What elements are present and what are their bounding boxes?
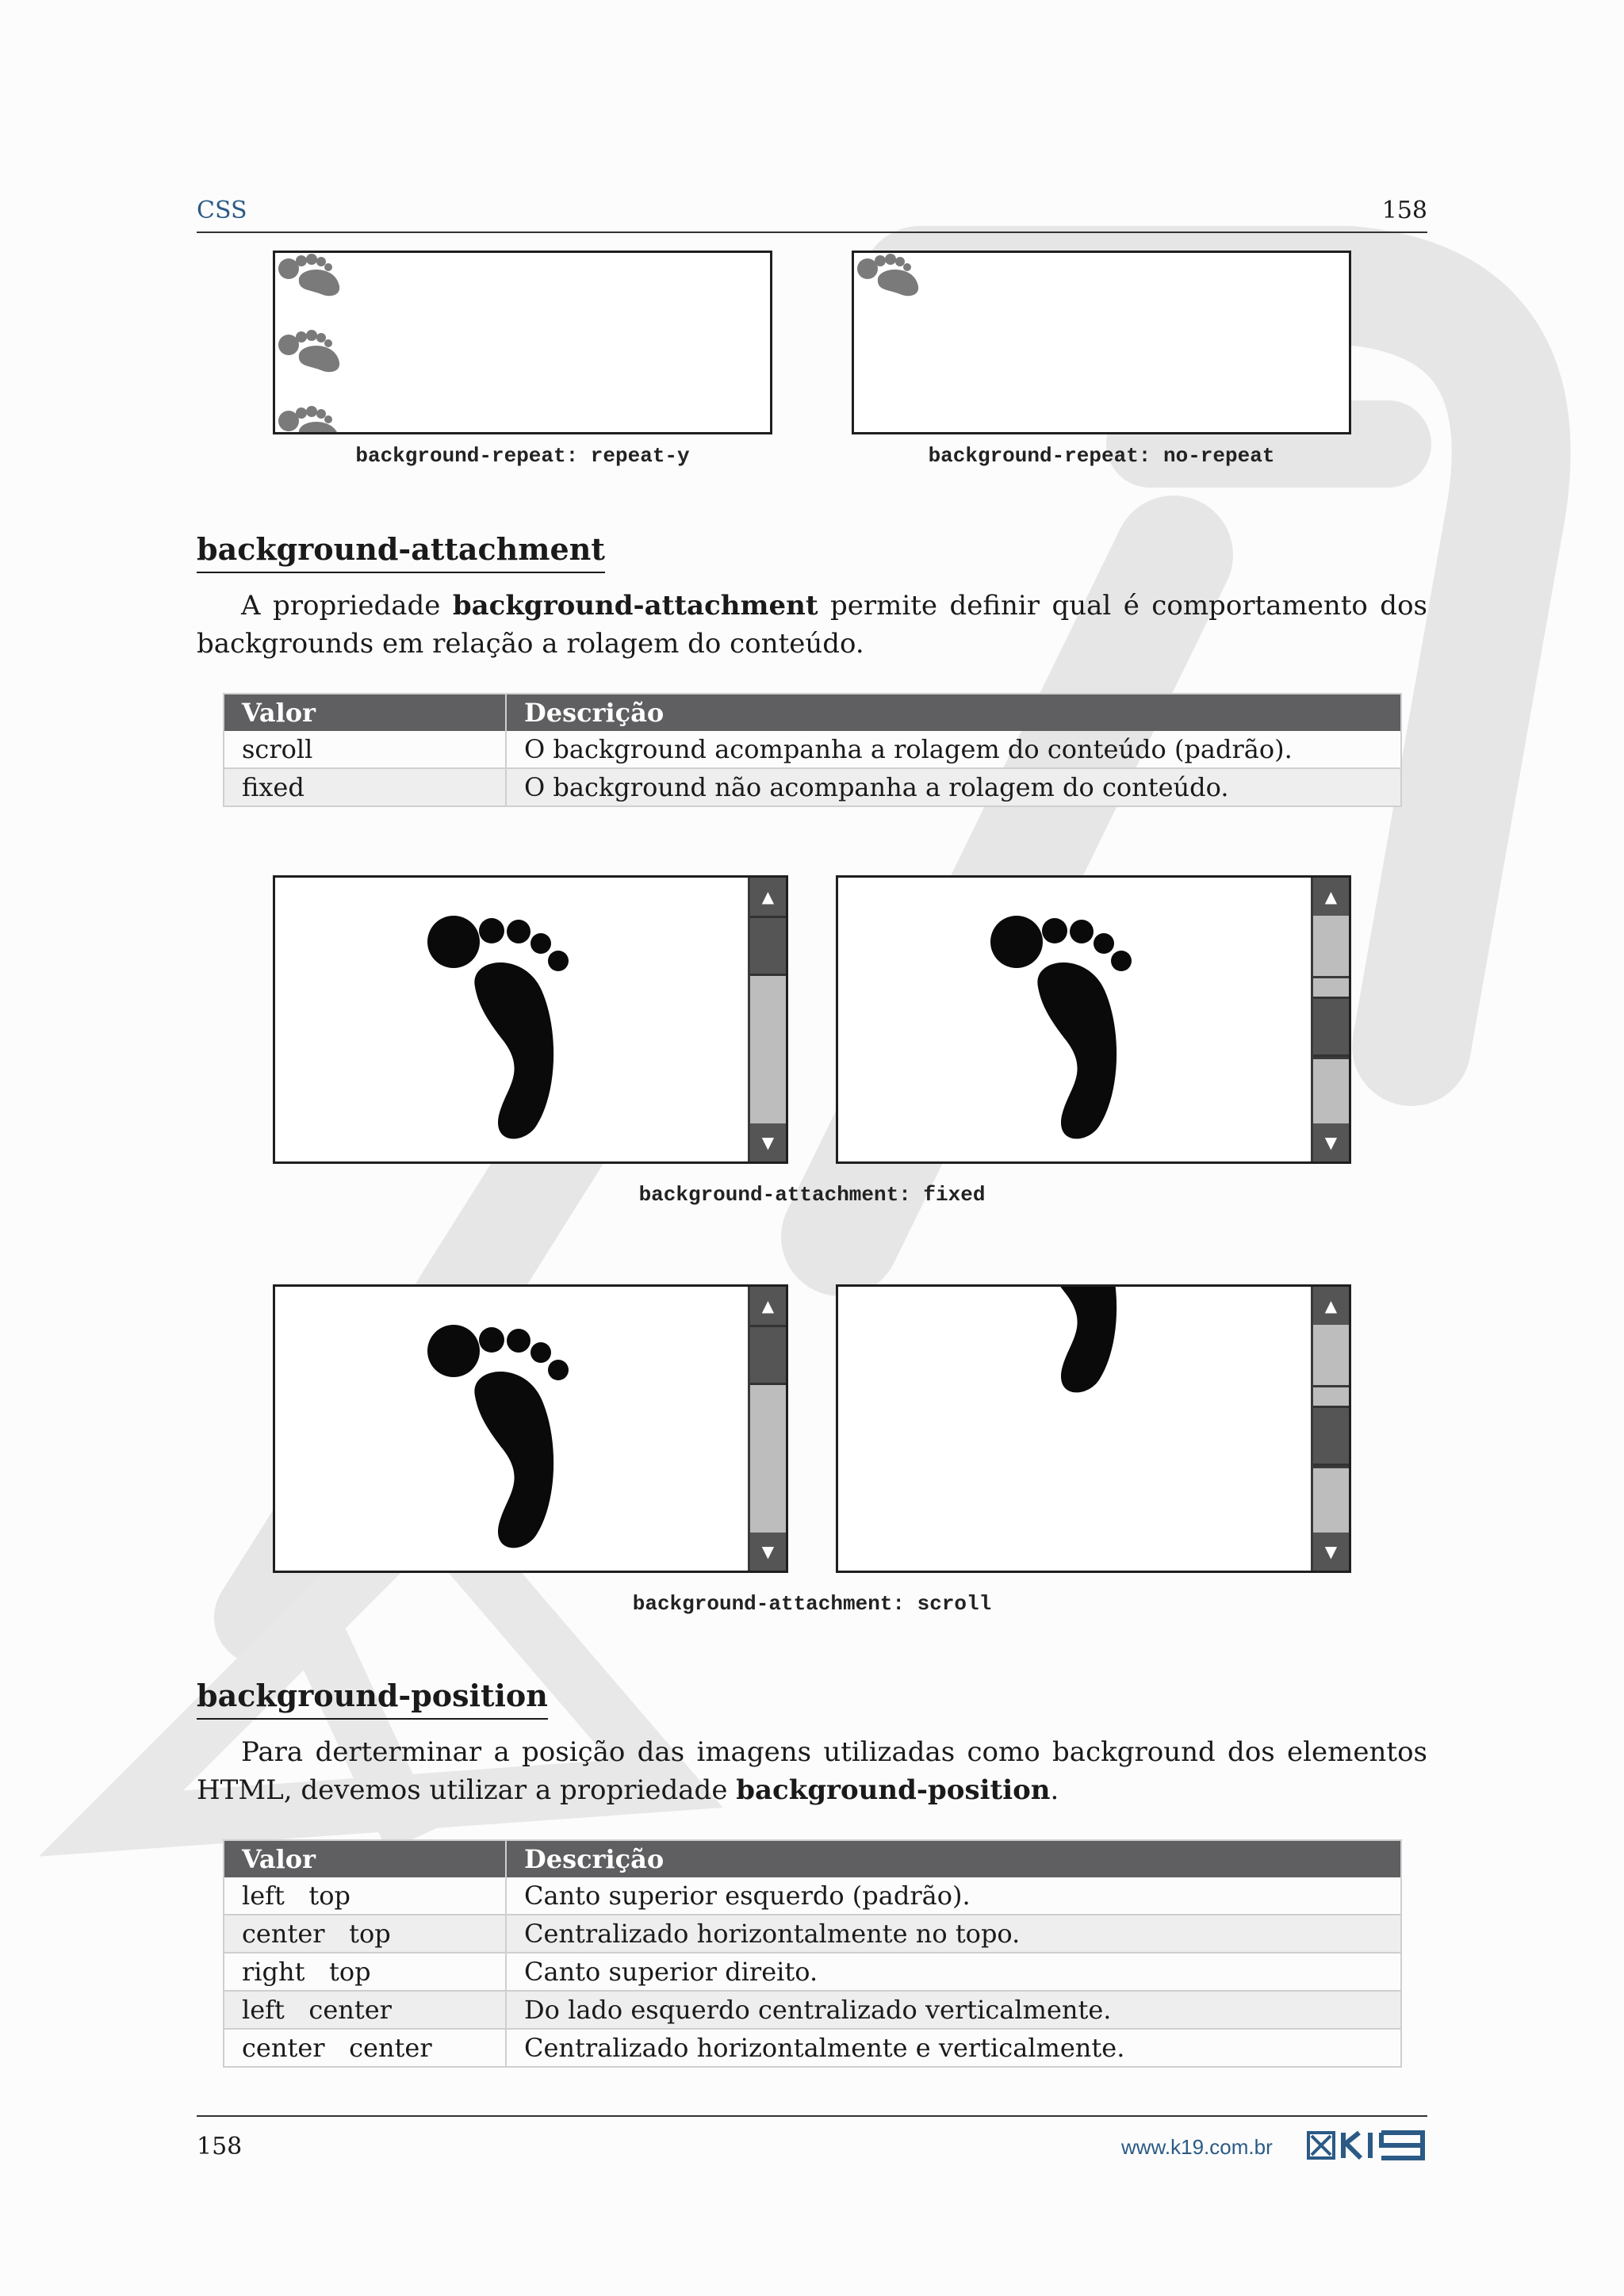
scrollbar-thumb[interactable]	[1313, 1406, 1349, 1466]
scroll-up-icon[interactable]: ▲	[1313, 1287, 1349, 1325]
footprint-tile-2-icon	[278, 330, 339, 372]
fixed-demo-before	[273, 875, 788, 1164]
fixed-demo-after	[836, 875, 1351, 1164]
table-row	[224, 1953, 1401, 1991]
scroll-up-icon[interactable]: ▲	[1313, 878, 1349, 916]
table-cell-valor: center center	[224, 2029, 506, 2067]
column-header-descricao: Descrição	[506, 1840, 1401, 1877]
scroll-up-icon[interactable]: ▲	[750, 878, 786, 916]
table-cell-valor: right top	[224, 1953, 506, 1991]
footprint-icon	[427, 1325, 569, 1548]
scrollbar-divider	[1313, 1466, 1349, 1468]
page-number: 158	[1381, 197, 1427, 224]
table-row	[224, 2029, 1401, 2067]
scrollbar[interactable]	[1311, 878, 1349, 1161]
scrollbar-divider	[1313, 976, 1349, 978]
repeat-y-caption: background-repeat: repeat-y	[355, 444, 690, 468]
position-table	[223, 1839, 1402, 2068]
fixed-caption: background-attachment: fixed	[638, 1183, 986, 1207]
footprint-tile-3-icon	[278, 406, 339, 434]
scrollbar-divider	[1313, 1385, 1349, 1387]
table-cell-descricao: O background acompanha a rolagem do conteúdo (padrão).	[506, 731, 1401, 768]
scroll-demo-before	[273, 1284, 788, 1573]
table-cell-valor: left center	[224, 1991, 506, 2029]
scroll-up-icon[interactable]: ▲	[750, 1287, 786, 1325]
footprint-tile-1-icon	[278, 254, 339, 296]
scrollbar-thumb[interactable]	[750, 916, 786, 976]
table-cell-valor: fixed	[224, 768, 506, 806]
footer-page-number: 158	[197, 2133, 243, 2160]
position-property-name: background-position	[736, 1774, 1051, 1806]
table-cell-descricao: Do lado esquerdo centralizado verticalmente.	[506, 1991, 1401, 2029]
footprint-single-icon	[857, 254, 918, 296]
scroll-down-icon[interactable]: ▼	[750, 1123, 786, 1161]
scrollbar-thumb[interactable]	[1313, 997, 1349, 1057]
scroll-caption: background-attachment: scroll	[632, 1592, 992, 1616]
column-header-valor: Valor	[224, 694, 506, 731]
attachment-table	[223, 693, 1402, 807]
footprint-icon	[990, 916, 1132, 1138]
table-cell-valor: left top	[224, 1877, 506, 1915]
table-cell-descricao: Centralizado horizontalmente no topo.	[506, 1915, 1401, 1953]
table-cell-descricao: O background não acompanha a rolagem do conteúdo.	[506, 768, 1401, 806]
scrollbar-divider	[1313, 1057, 1349, 1059]
footer-url[interactable]: www.k19.com.br	[1121, 2135, 1273, 2159]
scroll-demo-after	[836, 1284, 1351, 1573]
footer-rule	[197, 2115, 1427, 2117]
table-cell-valor: scroll	[224, 731, 506, 768]
attachment-paragraph: A propriedade background-attachment permite definir qual é comportamento dos backgrounds em relação a rolagem do conteúdo.	[197, 590, 1427, 660]
table-row	[224, 768, 1401, 806]
running-title: CSS	[197, 197, 247, 224]
table-cell-descricao: Canto superior esquerdo (padrão).	[506, 1877, 1401, 1915]
scroll-down-icon[interactable]: ▼	[1313, 1533, 1349, 1571]
table-row	[224, 1991, 1401, 2029]
no-repeat-demo	[852, 251, 1351, 434]
table-header-row	[224, 1840, 1401, 1877]
position-section-title: background-position	[197, 1678, 548, 1720]
table-cell-valor: center top	[224, 1915, 506, 1953]
table-row	[224, 1915, 1401, 1953]
attachment-property-name: background-attachment	[452, 590, 818, 622]
table-row	[224, 1877, 1401, 1915]
no-repeat-caption: background-repeat: no-repeat	[928, 444, 1275, 468]
footprint-icon	[990, 1284, 1132, 1392]
k19-logo	[1307, 2130, 1427, 2161]
repeat-y-demo	[273, 251, 772, 434]
table-cell-descricao: Canto superior direito.	[506, 1953, 1401, 1991]
scrollbar-thumb[interactable]	[750, 1325, 786, 1385]
scrollbar[interactable]	[748, 1287, 786, 1571]
attachment-section-title: background-attachment	[197, 531, 605, 573]
column-header-valor: Valor	[224, 1840, 506, 1877]
table-header-row	[224, 694, 1401, 731]
column-header-descricao: Descrição	[506, 694, 1401, 731]
footprint-icon	[427, 916, 569, 1138]
table-cell-descricao: Centralizado horizontalmente e verticalmente.	[506, 2029, 1401, 2067]
scroll-down-icon[interactable]: ▼	[750, 1533, 786, 1571]
scrollbar[interactable]	[1311, 1287, 1349, 1571]
table-row	[224, 731, 1401, 768]
position-paragraph: Para derterminar a posição das imagens utilizadas como background dos elementos HTML, devemos utilizar a propriedade background-position.	[197, 1736, 1427, 1806]
scroll-down-icon[interactable]: ▼	[1313, 1123, 1349, 1161]
scrollbar[interactable]	[748, 878, 786, 1161]
header-rule	[197, 232, 1427, 233]
